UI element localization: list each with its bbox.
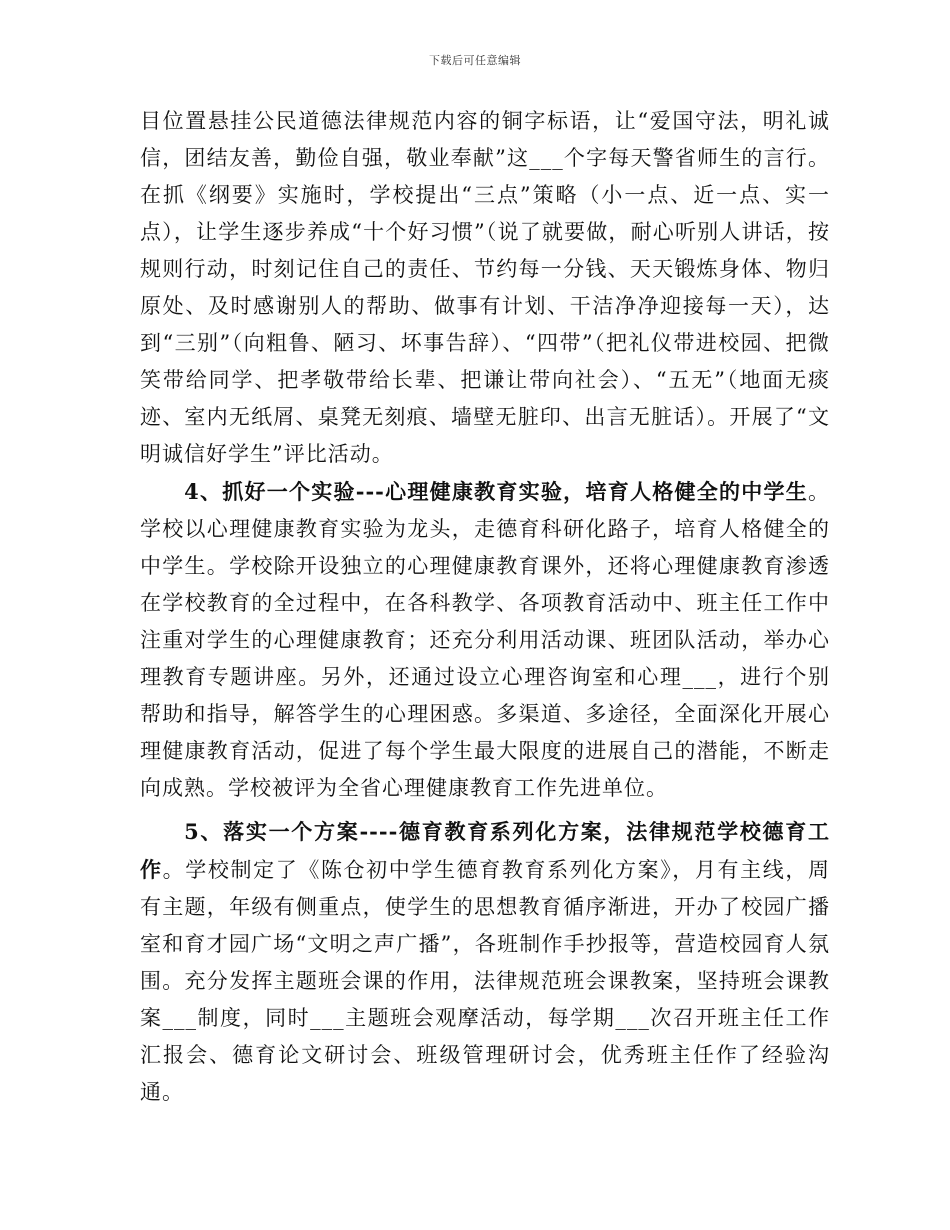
paragraph-section-5 (140, 813, 830, 1111)
section-4-heading-end: 。 (808, 480, 830, 504)
paragraph-section-4 (140, 473, 830, 807)
document-body (140, 103, 830, 1111)
section-5-body: 。学校制定了《陈仓初中学生德育教育系列化方案》，月有主线，周有主题，年级有侧重点，使学生的思想教育循序渐进，开办了校园广播室和育才园广场“文明之声广播”，各班制作手抄报等，营造校园育人氛围。充分发挥主题班会课的作用，法律规范班会课教案，坚持班会课教案___制度，同时___主题班会观摩活动，每学期___次召开班主任工作汇报会、德育论文研讨会、班级管理研讨会，优秀班主任作了经验沟通。 (140, 858, 831, 1104)
paragraph-continuation: 目位置悬挂公民道德法律规范内容的铜字标语，让“爱国守法，明礼诚信，团结友善，勤俭自强，敬业奉献”这___个字每天警省师生的言行。在抓《纲要》实施时，学校提出“三点”策略（小一点、近一点、实一点），让学生逐步养成“十个好习惯”（说了就要做，耐心听别人讲话，按规则行动，时刻记住自己的责任、节约每一分钱、天天锻炼身体、物归原处、及时感谢别人的帮助、做事有计划、干洁净净迎接每一天），达到“三别”（向粗鲁、陋习、坏事告辞）、“四带”（把礼仪带进校园、把微笑带给同学、把孝敬带给长辈、把谦让带向社会）、“五无”（地面无痰迹、室内无纸屑、桌凳无刻痕、墙壁无脏印、出言无脏话）。开展了“文明诚信好学生”评比活动。 (140, 109, 830, 466)
section-4-heading: 4、抓好一个实验---心理健康教育实验，培育人格健全的中学生 (184, 479, 808, 504)
section-4-body: 学校以心理健康教育实验为龙头，走德育科研化路子，培育人格健全的中学生。学校除开设独立的心理健康教育课外，还将心理健康教育渗透在学校教育的全过程中，在各科教学、各项教育活动中、班主任工作中注重对学生的心理健康教育；还充分利用活动课、班团队活动，举办心理教育专题讲座。另外，还通过设立心理咨询室和心理___，进行个别帮助和指导，解答学生的心理困惑。多渠道、多途径，全面深化开展心理健康教育活动，促进了每个学生最大限度的进展自己的潜能，不断走向成熟。学校被评为全省心理健康教育工作先进单位。 (140, 517, 830, 800)
section-5-heading: 5、落实一个方案----德育教育系列化方案，法律规范学校德育工作 (140, 819, 830, 882)
page-header: 下载后可任意编辑 (429, 54, 521, 67)
